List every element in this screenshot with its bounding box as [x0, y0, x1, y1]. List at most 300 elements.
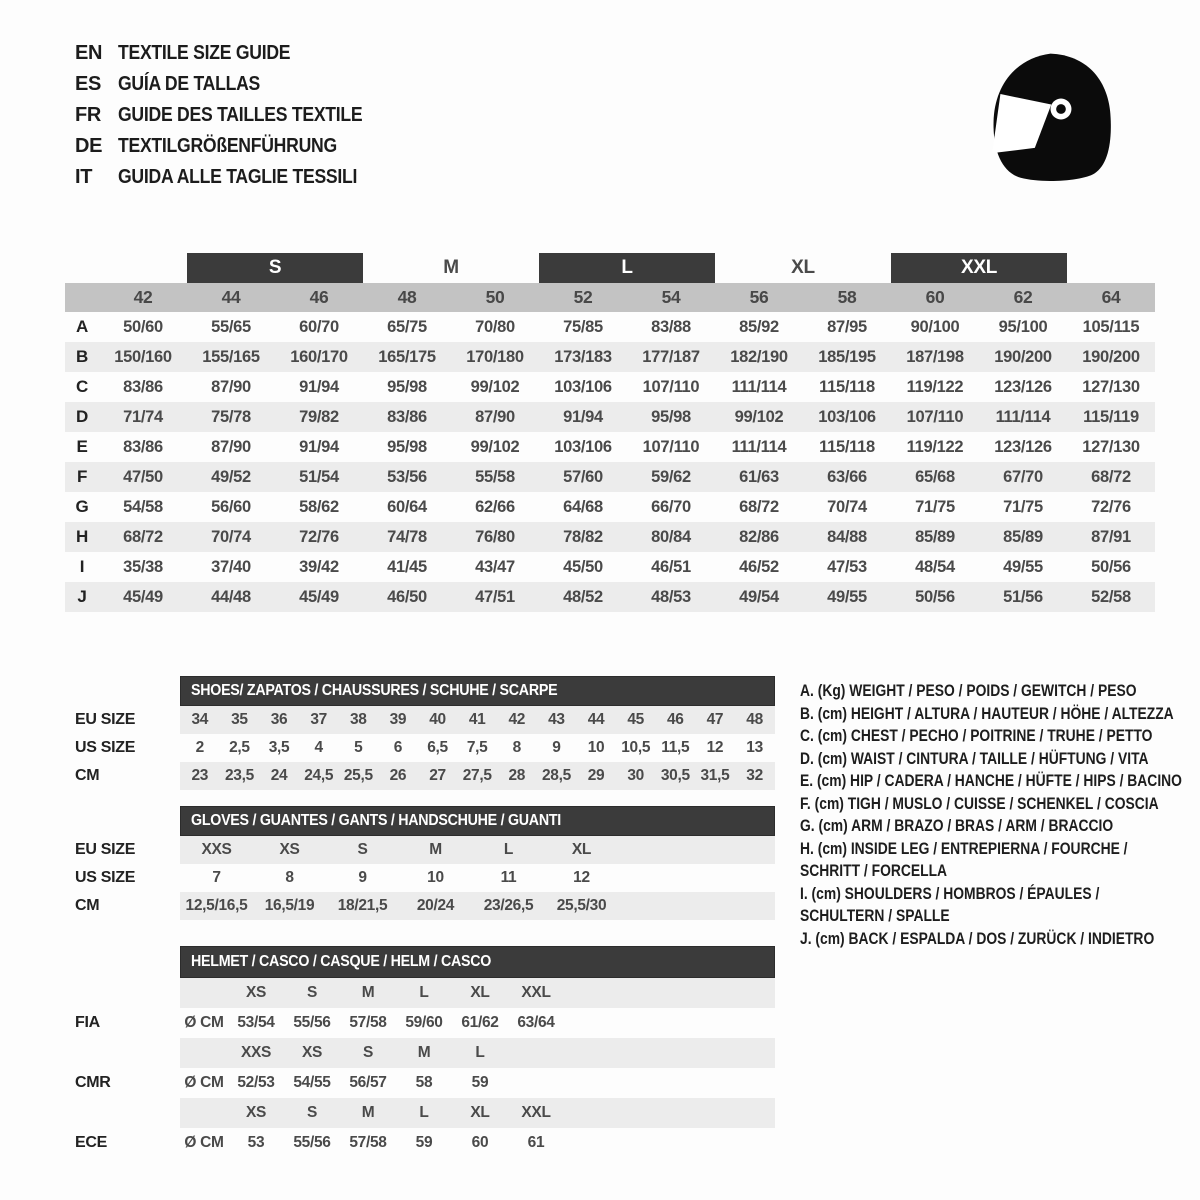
- size-value-cell: 115/118: [819, 437, 875, 456]
- language-title: GUÍA DE TALLAS: [118, 73, 260, 95]
- unit-label: Ø CM: [184, 1014, 224, 1031]
- filler-cell: [564, 1068, 775, 1098]
- value-cell: 44: [576, 706, 616, 735]
- size-value-cell: 111/114: [731, 377, 787, 396]
- row-label: EU SIZE: [75, 710, 136, 728]
- gloves-row: [65, 836, 775, 865]
- language-row: [75, 38, 396, 69]
- unit-spacer: [180, 978, 228, 1009]
- shoes-section-bar: [180, 677, 775, 706]
- size-value-cell: 50/60: [123, 317, 163, 336]
- size-value-cell: 127/130: [1082, 437, 1140, 456]
- value-cell: 9: [358, 869, 367, 886]
- size-value-cell: 48/54: [915, 557, 955, 576]
- filler-cell: [618, 836, 775, 865]
- value-cell: 25,5: [339, 762, 379, 790]
- size-value-cell: 83/86: [123, 377, 163, 396]
- size-value-cell: 190/200: [1067, 342, 1155, 372]
- size-value-cell: 62/66: [475, 497, 515, 516]
- size-value-cell: 107/110: [642, 377, 700, 396]
- value-cell: 3,5: [268, 739, 290, 756]
- size-value-cell: 83/86: [123, 437, 163, 456]
- size-value-cell: 50/56: [1091, 557, 1131, 576]
- value-cell: 59: [471, 1074, 489, 1091]
- size-value-cell: 71/75: [1003, 497, 1043, 516]
- size-value-cell: 83/88: [651, 317, 691, 336]
- helmet-value-row: [65, 1008, 775, 1038]
- size-value-cell: 107/110: [891, 402, 979, 432]
- eu-size-cell: 60: [891, 283, 979, 312]
- size-value-cell: 63/66: [803, 462, 891, 492]
- size-value-cell: 87/90: [451, 402, 539, 432]
- value-cell: 24,5: [299, 762, 339, 790]
- size-value-cell: 39/42: [299, 557, 339, 576]
- legend-text: SCHULTERN / SPALLE: [800, 907, 950, 925]
- gloves-table: [65, 806, 775, 920]
- size-value-cell: 85/89: [891, 522, 979, 552]
- value-cell: 12: [706, 739, 724, 756]
- value-cell: 27: [418, 762, 458, 790]
- size-value-cell: 187/198: [891, 342, 979, 372]
- row-letter: A: [76, 317, 88, 336]
- row-label-spacer: [65, 807, 180, 836]
- row-letter: G: [75, 497, 89, 516]
- value-cell: 16,5/19: [253, 892, 326, 920]
- legend-item: [800, 748, 1196, 771]
- size-value-cell: 123/126: [994, 437, 1052, 456]
- size-value-cell: 119/122: [906, 377, 964, 396]
- size-value-cell: 78/82: [539, 522, 627, 552]
- value-cell: 63/64: [517, 1014, 555, 1031]
- size-group-l: L: [539, 253, 715, 283]
- eu-size-cell: 52: [539, 283, 627, 312]
- size-value-cell: 127/130: [1082, 377, 1140, 396]
- size-value-cell: 43/47: [475, 557, 515, 576]
- value-cell: 48: [735, 706, 775, 735]
- legend-text: E. (cm) HIP / CADERA / HANCHE / HÜFTE / HIPS / BACINO: [800, 772, 1182, 790]
- language-title: TEXTILE SIZE GUIDE: [118, 42, 291, 64]
- size-cell: M: [340, 978, 396, 1009]
- value-cell: 23: [180, 762, 220, 790]
- size-value-cell: 91/94: [299, 377, 339, 396]
- size-group-spacer: [65, 253, 187, 283]
- value-cell: 56/57: [349, 1074, 387, 1091]
- value-cell: 10,5: [621, 739, 651, 756]
- size-value-cell: 66/70: [651, 497, 691, 516]
- size-value-cell: 61/63: [715, 462, 803, 492]
- language-row: [75, 162, 396, 193]
- size-value-cell: 87/90: [211, 437, 251, 456]
- filler-cell: [564, 978, 775, 1009]
- size-value-cell: 80/84: [627, 522, 715, 552]
- size-value-cell: 99/102: [715, 402, 803, 432]
- value-cell: 55/56: [293, 1134, 331, 1151]
- value-cell: 29: [576, 762, 616, 790]
- row-label: CM: [75, 897, 100, 914]
- value-cell: 47: [695, 706, 735, 735]
- value-cell: 6: [393, 739, 403, 756]
- size-value-cell: 41/45: [387, 557, 427, 576]
- size-cell: M: [396, 1038, 452, 1068]
- size-value-cell: 150/160: [99, 342, 187, 372]
- value-cell: 4: [314, 739, 323, 756]
- value-cell: 57/58: [349, 1134, 387, 1151]
- size-value-cell: 177/187: [627, 342, 715, 372]
- size-value-cell: 35/38: [123, 557, 163, 576]
- size-value-cell: 155/165: [187, 342, 275, 372]
- size-cell: XS: [228, 1098, 284, 1128]
- value-cell: 2,5: [229, 739, 250, 756]
- eu-size-cell: 44: [187, 283, 275, 312]
- value-cell: 10: [587, 739, 605, 756]
- size-value-cell: 173/183: [539, 342, 627, 372]
- size-group-m: M: [443, 257, 459, 278]
- value-cell: 25,5/30: [545, 892, 618, 920]
- size-value-cell: 95/98: [627, 402, 715, 432]
- language-list: [75, 38, 396, 193]
- standard-label: CMR: [75, 1074, 111, 1091]
- value-cell: 10: [427, 869, 444, 886]
- value-cell: [508, 1068, 564, 1098]
- size-value-cell: 115/119: [1067, 402, 1155, 432]
- helmet-icon: [972, 22, 1144, 202]
- legend-text: F. (cm) TIGH / MUSLO / CUISSE / SCHENKEL / COSCIA: [800, 794, 1159, 813]
- value-cell: 35: [220, 706, 260, 735]
- size-cell: [508, 1038, 564, 1068]
- language-code: DE: [75, 135, 103, 157]
- size-value-cell: 53/56: [363, 462, 451, 492]
- value-cell: 37: [299, 706, 339, 735]
- value-cell: 26: [378, 762, 418, 790]
- size-value-cell: 84/88: [803, 522, 891, 552]
- value-cell: L: [472, 836, 545, 865]
- size-value-cell: 72/76: [1091, 497, 1131, 516]
- size-cell: XL: [452, 1098, 508, 1128]
- measurement-row: [65, 312, 1155, 342]
- size-value-cell: 83/86: [363, 402, 451, 432]
- gloves-section-bar: [180, 807, 775, 836]
- size-value-cell: 52/58: [1067, 582, 1155, 612]
- size-value-cell: 123/126: [994, 377, 1052, 396]
- legend-item: [800, 883, 1196, 928]
- row-letter: J: [65, 582, 99, 612]
- value-cell: 28: [497, 762, 537, 790]
- value-cell: 11: [500, 869, 517, 886]
- value-cell: 45: [616, 706, 656, 735]
- filler-cell: [618, 892, 775, 920]
- value-cell: 7,5: [466, 739, 488, 756]
- legend-text: J. (cm) BACK / ESPALDA / DOS / ZURÜCK / INDIETRO: [800, 929, 1155, 948]
- value-cell: 23/26,5: [472, 892, 545, 920]
- size-value-cell: 76/80: [451, 522, 539, 552]
- row-label: [65, 1098, 180, 1128]
- size-value-cell: 68/72: [739, 497, 779, 516]
- size-value-cell: 111/114: [731, 437, 787, 456]
- language-code: FR: [75, 104, 102, 126]
- language-title: GUIDE DES TAILLES TEXTILE: [118, 104, 363, 126]
- size-value-cell: 67/70: [979, 462, 1067, 492]
- size-value-cell: 103/106: [554, 437, 612, 456]
- value-cell: 58: [415, 1074, 433, 1091]
- size-value-cell: 57/60: [539, 462, 627, 492]
- size-value-cell: 85/92: [739, 317, 779, 336]
- size-value-cell: 49/52: [187, 462, 275, 492]
- legend-text: H. (cm) INSIDE LEG / ENTREPIERNA / FOURCHE /: [800, 839, 1128, 858]
- value-cell: 23,5: [220, 762, 260, 790]
- size-value-cell: 68/72: [99, 522, 187, 552]
- legend-item: [800, 680, 1196, 703]
- eu-size-cell: 42: [99, 283, 187, 312]
- size-value-cell: 99/102: [470, 377, 520, 396]
- size-value-cell: 87/95: [827, 317, 867, 336]
- size-group-s: S: [187, 253, 363, 283]
- helmet-size-row: [65, 1098, 775, 1128]
- value-cell: 9: [552, 739, 561, 756]
- value-cell: 5: [354, 739, 363, 756]
- size-value-cell: 91/94: [299, 437, 339, 456]
- size-value-cell: 51/54: [275, 462, 363, 492]
- size-value-cell: 95/100: [998, 317, 1048, 336]
- gloves-header-row: [65, 807, 775, 836]
- eu-size-cell: 48: [363, 283, 451, 312]
- size-value-cell: 65/75: [387, 317, 427, 336]
- standard-label: FIA: [75, 1014, 100, 1031]
- value-cell: 40: [418, 706, 458, 735]
- value-cell: 39: [378, 706, 418, 735]
- value-cell: 24: [259, 762, 299, 790]
- size-value-cell: 49/54: [715, 582, 803, 612]
- gloves-row: [65, 892, 775, 920]
- size-value-cell: 47/51: [451, 582, 539, 612]
- size-group-xl: XL: [791, 257, 815, 278]
- value-cell: 36: [259, 706, 299, 735]
- size-value-cell: 50/56: [891, 582, 979, 612]
- language-code: IT: [75, 166, 93, 188]
- row-letter: I: [79, 557, 85, 576]
- size-value-cell: 54/58: [123, 497, 163, 516]
- size-cell: XXL: [508, 1098, 564, 1128]
- size-value-cell: 70/80: [475, 317, 515, 336]
- eu-size-cell: 62: [979, 283, 1067, 312]
- value-cell: 8: [285, 869, 294, 886]
- row-letter: F: [65, 462, 99, 492]
- legend-text: G. (cm) ARM / BRAZO / BRAS / ARM / BRACCIO: [800, 817, 1114, 835]
- gloves-row: [65, 864, 775, 892]
- shoes-row: [65, 734, 775, 762]
- size-cell: S: [340, 1038, 396, 1068]
- size-cell: XL: [452, 978, 508, 1009]
- value-cell: 32: [735, 762, 775, 790]
- row-label: [65, 1038, 180, 1068]
- size-value-cell: 90/100: [910, 317, 960, 336]
- value-cell: 20/24: [399, 892, 472, 920]
- size-value-cell: 99/102: [470, 437, 520, 456]
- value-cell: 30: [616, 762, 656, 790]
- measurement-row: [65, 582, 1155, 612]
- gloves-section-title: GLOVES / GUANTES / GANTS / HANDSCHUHE / GUANTI: [190, 812, 561, 829]
- size-value-cell: 103/106: [803, 402, 891, 432]
- legend-item: [800, 928, 1196, 951]
- size-value-cell: 182/190: [715, 342, 803, 372]
- eu-size-row: [65, 283, 1155, 312]
- size-value-cell: 60/64: [387, 497, 427, 516]
- value-cell: 28,5: [537, 762, 577, 790]
- size-value-cell: 49/55: [803, 582, 891, 612]
- helmet-section-title: HELMET / CASCO / CASQUE / HELM / CASCO: [190, 953, 491, 970]
- filler-cell: [564, 1128, 775, 1158]
- language-row: [75, 69, 396, 100]
- value-cell: 43: [537, 706, 577, 735]
- legend-text: A. (Kg) WEIGHT / PESO / POIDS / GEWITCH / PESO: [800, 682, 1137, 700]
- main-size-table: [65, 253, 1155, 612]
- size-cell: S: [284, 1098, 340, 1128]
- measurement-legend: [800, 680, 1196, 950]
- size-value-cell: 107/110: [642, 437, 700, 456]
- language-row: [75, 100, 396, 131]
- legend-item: [800, 703, 1196, 726]
- legend-item: [800, 838, 1196, 883]
- row-label: EU SIZE: [75, 840, 136, 858]
- eu-size-cell: 58: [803, 283, 891, 312]
- size-value-cell: 170/180: [451, 342, 539, 372]
- filler-cell: [564, 1008, 775, 1038]
- value-cell: 13: [746, 739, 763, 756]
- measurement-row: [65, 402, 1155, 432]
- value-cell: 12,5/16,5: [180, 892, 253, 920]
- size-value-cell: 75/85: [563, 317, 603, 336]
- helmet-size-row: [65, 1038, 775, 1068]
- size-value-cell: 70/74: [827, 497, 867, 516]
- unit-label: Ø CM: [184, 1074, 224, 1091]
- size-value-cell: 46/50: [363, 582, 451, 612]
- measurement-row: [65, 372, 1155, 402]
- legend-item: [800, 793, 1196, 816]
- value-cell: XXS: [180, 836, 253, 865]
- size-value-cell: 45/49: [275, 582, 363, 612]
- value-cell: 6,5: [427, 739, 448, 756]
- size-value-cell: 103/106: [554, 377, 612, 396]
- language-code: EN: [75, 42, 103, 64]
- value-cell: 41: [457, 706, 497, 735]
- size-value-cell: 91/94: [539, 402, 627, 432]
- size-value-cell: 46/52: [739, 557, 779, 576]
- row-letter: C: [76, 377, 88, 396]
- value-cell: 30,5: [656, 762, 696, 790]
- size-value-cell: 95/98: [387, 437, 427, 456]
- language-code: ES: [75, 73, 102, 95]
- legend-text: SCHRITT / FORCELLA: [800, 862, 948, 880]
- size-value-cell: 56/60: [211, 497, 251, 516]
- value-cell: S: [326, 836, 399, 865]
- size-value-cell: 105/115: [1082, 317, 1140, 336]
- size-value-cell: 74/78: [363, 522, 451, 552]
- helmet-size-row: [65, 978, 775, 1009]
- size-value-cell: 64/68: [563, 497, 603, 516]
- size-value-cell: 111/114: [979, 402, 1067, 432]
- size-value-cell: 82/86: [715, 522, 803, 552]
- shoes-section-title: SHOES/ ZAPATOS / CHAUSSURES / SCHUHE / SCARPE: [190, 682, 557, 699]
- filler-cell: [564, 1038, 775, 1068]
- value-cell: 59/60: [405, 1014, 443, 1031]
- legend-item: [800, 815, 1196, 838]
- row-label: [65, 978, 180, 1009]
- eu-size-cell: 54: [627, 283, 715, 312]
- value-cell: 7: [212, 869, 221, 886]
- size-value-cell: 165/175: [363, 342, 451, 372]
- helmet-value-row: [65, 1128, 775, 1158]
- size-value-cell: 47/53: [827, 557, 867, 576]
- value-cell: 61: [527, 1134, 545, 1151]
- value-cell: 42: [497, 706, 537, 735]
- helmet-table: [65, 946, 775, 1158]
- value-cell: 8: [512, 739, 521, 756]
- visor-pivot-dot: [1056, 104, 1066, 114]
- size-value-cell: 59/62: [627, 462, 715, 492]
- size-value-cell: 48/52: [539, 582, 627, 612]
- unit-spacer: [180, 1038, 228, 1068]
- language-title: TEXTILGRÖßENFÜHRUNG: [118, 135, 337, 157]
- size-value-cell: 44/48: [187, 582, 275, 612]
- size-cell: M: [340, 1098, 396, 1128]
- size-cell: L: [452, 1038, 508, 1068]
- value-cell: 60: [471, 1134, 489, 1151]
- value-cell: 54/55: [293, 1074, 331, 1091]
- value-cell: 59: [415, 1134, 433, 1151]
- size-value-cell: 45/50: [563, 557, 603, 576]
- value-cell: 55/56: [293, 1014, 331, 1031]
- eu-size-cell: 50: [451, 283, 539, 312]
- size-value-cell: 71/74: [99, 402, 187, 432]
- measurement-row: [65, 492, 1155, 522]
- value-cell: 11,5: [661, 739, 690, 756]
- eu-size-cell: 56: [715, 283, 803, 312]
- size-cell: XXL: [508, 978, 564, 1009]
- size-value-cell: 55/65: [211, 317, 251, 336]
- size-value-cell: 75/78: [187, 402, 275, 432]
- size-cell: XS: [228, 978, 284, 1009]
- size-value-cell: 48/53: [627, 582, 715, 612]
- row-letter: B: [65, 342, 99, 372]
- size-group-row: [65, 253, 1155, 283]
- value-cell: 38: [339, 706, 379, 735]
- size-value-cell: 185/195: [803, 342, 891, 372]
- helmet-value-row: [65, 1068, 775, 1098]
- row-letter: D: [65, 402, 99, 432]
- value-cell: 2: [195, 739, 204, 756]
- eu-size-cell: 64: [1067, 283, 1155, 312]
- size-value-cell: 55/58: [451, 462, 539, 492]
- size-cell: L: [396, 1098, 452, 1128]
- measurement-row: [65, 552, 1155, 582]
- size-value-cell: 160/170: [275, 342, 363, 372]
- legend-text: I. (cm) SHOULDERS / HOMBROS / ÉPAULES /: [800, 884, 1100, 903]
- size-cell: XXS: [228, 1038, 284, 1068]
- size-value-cell: 95/98: [387, 377, 427, 396]
- value-cell: M: [399, 836, 472, 865]
- value-cell: 61/62: [461, 1014, 499, 1031]
- size-value-cell: 72/76: [275, 522, 363, 552]
- value-cell: 18/21,5: [326, 892, 399, 920]
- size-value-cell: 79/82: [275, 402, 363, 432]
- size-value-cell: 115/118: [819, 377, 875, 396]
- size-value-cell: 37/40: [211, 557, 251, 576]
- row-label: US SIZE: [75, 739, 136, 756]
- row-label: US SIZE: [75, 869, 136, 886]
- size-value-cell: 68/72: [1067, 462, 1155, 492]
- row-label-spacer: [65, 677, 180, 706]
- row-letter: H: [65, 522, 99, 552]
- size-cell: XS: [284, 1038, 340, 1068]
